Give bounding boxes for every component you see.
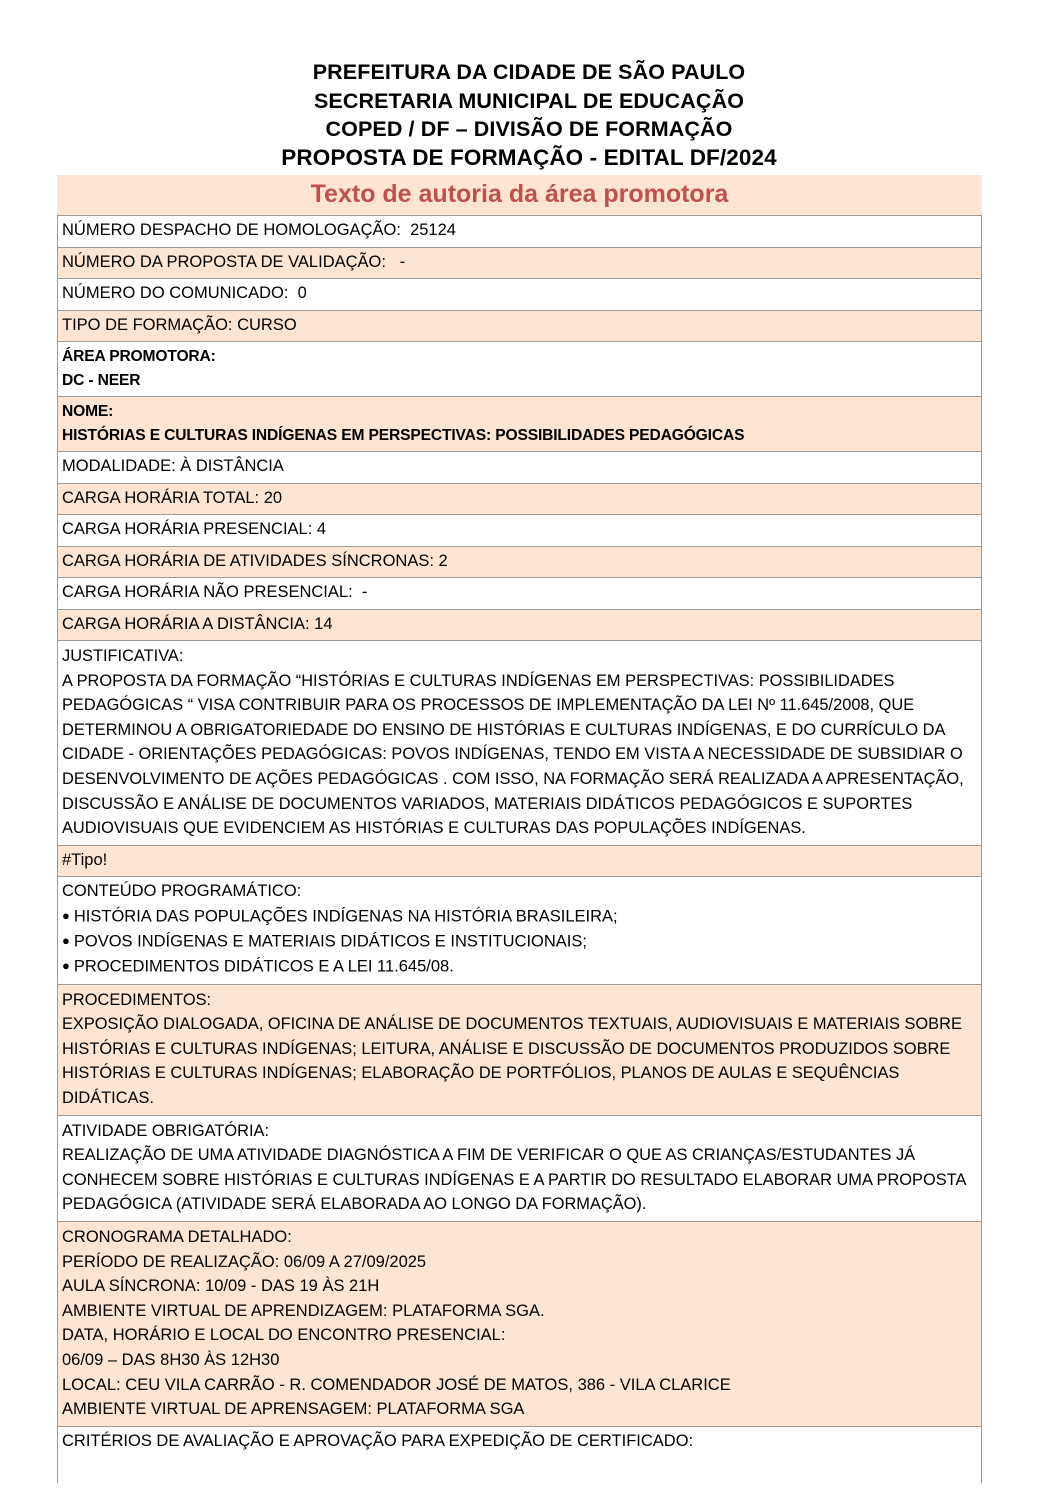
header-line-secretaria: SECRETARIA MUNICIPAL DE EDUCAÇÃO bbox=[313, 88, 745, 113]
authorship-banner bbox=[57, 175, 982, 215]
conteudo-bullet-text: PROCEDIMENTOS DIDÁTICOS E A LEI 11.645/08. bbox=[73, 957, 454, 976]
table-row-criterios-avaliacao bbox=[57, 1427, 982, 1483]
carga-distancia-value: CARGA HORÁRIA A DISTÂNCIA: 14 bbox=[62, 614, 333, 633]
carga-presencial-value: CARGA HORÁRIA PRESENCIAL: 4 bbox=[62, 520, 327, 538]
cronograma-periodo: PERÍODO DE REALIZAÇÃO: 06/09 A 27/09/2025 bbox=[62, 1252, 427, 1271]
bullet-icon: ● bbox=[62, 907, 70, 923]
cronograma-ambiente-virtual-2: AMBIENTE VIRTUAL DE APRENSAGEM: PLATAFORMA SGA bbox=[62, 1400, 525, 1419]
table-row-despacho bbox=[57, 215, 982, 248]
cronograma-local: LOCAL: CEU VILA CARRÃO - R. COMENDADOR JOSÉ DE MATOS, 386 - VILA CLARICE bbox=[62, 1375, 731, 1394]
conteudo-label: CONTEÚDO PROGRAMÁTICO: bbox=[62, 882, 302, 901]
table-row-procedimentos bbox=[57, 985, 982, 1116]
carga-total-value: CARGA HORÁRIA TOTAL: 20 bbox=[62, 488, 283, 507]
list-item bbox=[62, 904, 977, 929]
proposal-table bbox=[57, 215, 982, 1483]
cronograma-ambiente-virtual: AMBIENTE VIRTUAL DE APRENDIZAGEM: PLATAFORMA SGA. bbox=[62, 1301, 545, 1320]
list-item bbox=[62, 954, 977, 979]
tipo-formacao-value: TIPO DE FORMAÇÃO: CURSO bbox=[62, 315, 297, 334]
despacho-value: NÚMERO DESPACHO DE HOMOLOGAÇÃO: 25124 bbox=[62, 221, 456, 239]
table-row-conteudo-programatico bbox=[57, 877, 982, 984]
tipo-error-value: #Tipo! bbox=[62, 850, 108, 869]
header-line-proposta: PROPOSTA DE FORMAÇÃO - EDITAL DF/2024 bbox=[281, 144, 777, 170]
modalidade-value: MODALIDADE: À DISTÂNCIA bbox=[62, 457, 284, 475]
table-row-proposta-validacao bbox=[57, 248, 982, 280]
table-row-justificativa bbox=[57, 641, 982, 846]
table-row-carga-sincronas bbox=[57, 547, 982, 579]
header-line-prefeitura: PREFEITURA DA CIDADE DE SÃO PAULO bbox=[312, 60, 746, 84]
justificativa-label: JUSTIFICATIVA: bbox=[62, 647, 184, 665]
atividade-text: REALIZAÇÃO DE UMA ATIVIDADE DIAGNÓSTICA A FIM DE VERIFICAR O QUE AS CRIANÇAS/ESTUDANTES JÁ CONHECEM SOBRE HISTÓRIAS E CULTURAS INDÍGENAS E A PARTIR DO RESULTADO ELABORAR UMA PROPOSTA PEDAGÓGICA (ATIVIDADE SERÁ ELABORADA AO LONGO DA FORMAÇÃO). bbox=[62, 1146, 971, 1214]
nome-label: NOME: bbox=[62, 403, 114, 420]
table-row-tipo-formacao bbox=[57, 311, 982, 343]
nome-value: HISTÓRIAS E CULTURAS INDÍGENAS EM PERSPECTIVAS: POSSIBILIDADES PEDAGÓGICAS bbox=[62, 426, 745, 444]
carga-sincronas-value: CARGA HORÁRIA DE ATIVIDADES SÍNCRONAS: 2 bbox=[62, 551, 448, 570]
table-row-area-promotora bbox=[57, 342, 982, 397]
table-row-atividade-obrigatoria bbox=[57, 1116, 982, 1222]
conteudo-bullet-list bbox=[62, 904, 977, 980]
cronograma-label: CRONOGRAMA DETALHADO: bbox=[62, 1227, 292, 1246]
table-row-carga-distancia bbox=[57, 610, 982, 642]
table-row-carga-total bbox=[57, 484, 982, 516]
table-row-carga-presencial bbox=[57, 515, 982, 547]
atividade-label: ATIVIDADE OBRIGATÓRIA: bbox=[62, 1121, 270, 1140]
bullet-icon: ● bbox=[62, 958, 70, 974]
area-promotora-value: DC - NEER bbox=[62, 371, 141, 389]
cronograma-encontro-label: DATA, HORÁRIO E LOCAL DO ENCONTRO PRESENCIAL: bbox=[62, 1326, 506, 1345]
procedimentos-text: EXPOSIÇÃO DIALOGADA, OFICINA DE ANÁLISE DE DOCUMENTOS TEXTUAIS, AUDIOVISUAIS E MATERIAIS SOBRE HISTÓRIAS E CULTURAS INDÍGENAS; LEITURA, ANÁLISE E DISCUSSÃO DE DOCUMENTOS PRODUZIDOS SOBRE HISTÓRIAS E CULTURAS INDÍGENAS; ELABORAÇÃO DE PORTFÓLIOS, PLANOS DE AULAS E SEQUÊNCIAS DIDÁTICAS. bbox=[62, 1015, 967, 1108]
document-header bbox=[0, 0, 1058, 172]
table-row-tipo-error bbox=[57, 846, 982, 878]
conteudo-bullet-text: POVOS INDÍGENAS E MATERIAIS DIDÁTICOS E INSTITUCIONAIS; bbox=[73, 932, 587, 951]
table-row-comunicado bbox=[57, 279, 982, 311]
carga-nao-presencial-value: CARGA HORÁRIA NÃO PRESENCIAL: - bbox=[62, 583, 368, 601]
authorship-banner-text: Texto de autoria da área promotora bbox=[310, 180, 729, 208]
list-item bbox=[62, 929, 977, 954]
conteudo-bullet-text: HISTÓRIA DAS POPULAÇÕES INDÍGENAS NA HISTÓRIA BRASILEIRA; bbox=[73, 907, 618, 926]
table-row-nome bbox=[57, 397, 982, 452]
table-row-modalidade bbox=[57, 452, 982, 484]
cronograma-encontro-horario: 06/09 – DAS 8H30 ÀS 12H30 bbox=[62, 1350, 280, 1369]
bullet-icon: ● bbox=[62, 933, 70, 949]
comunicado-value: NÚMERO DO COMUNICADO: 0 bbox=[62, 284, 307, 302]
area-promotora-label: ÁREA PROMOTORA: bbox=[62, 348, 216, 365]
header-line-coped: COPED / DF – DIVISÃO DE FORMAÇÃO bbox=[325, 117, 733, 141]
procedimentos-label: PROCEDIMENTOS: bbox=[62, 990, 212, 1009]
criterios-label: CRITÉRIOS DE AVALIAÇÃO E APROVAÇÃO PARA EXPEDIÇÃO DE CERTIFICADO: bbox=[62, 1431, 694, 1450]
table-row-cronograma bbox=[57, 1222, 982, 1427]
proposta-validacao-value: NÚMERO DA PROPOSTA DE VALIDAÇÃO: - bbox=[62, 252, 406, 271]
cronograma-aula-sincrona: AULA SÍNCRONA: 10/09 - DAS 19 ÀS 21H bbox=[62, 1277, 380, 1296]
table-row-carga-nao-presencial bbox=[57, 578, 982, 610]
justificativa-text: A PROPOSTA DA FORMAÇÃO “HISTÓRIAS E CULTURAS INDÍGENAS EM PERSPECTIVAS: POSSIBILIDADES PEDAGÓGICAS “ VISA CONTRIBUIR PARA OS PROCESSOS DE IMPLEMENTAÇÃO DA LEI Nº 11.645/2008, QUE DETERMINOU A OBRIGATORIEDADE DO ENSINO DE HISTÓRIAS E CULTURAS INDÍGENAS, E DO CURRÍCULO DA CIDADE - ORIENTAÇÕES PEDAGÓGICAS: POVOS INDÍGENAS, TENDO EM VISTA A NECESSIDADE DE SUBSIDIAR O DESENVOLVIMENTO DE AÇÕES PEDAGÓGICAS . COM ISSO, NA FORMAÇÃO SERÁ REALIZADA A APRESENTAÇÃO, DISCUSSÃO E ANÁLISE DE DOCUMENTOS VARIADOS, MATERIAIS DIDÁTICOS PEDAGÓGICOS E SUPORTES AUDIOVISUAIS QUE EVIDENCIEM AS HISTÓRIAS E CULTURAS DAS POPULAÇÕES INDÍGENAS. bbox=[62, 671, 969, 838]
